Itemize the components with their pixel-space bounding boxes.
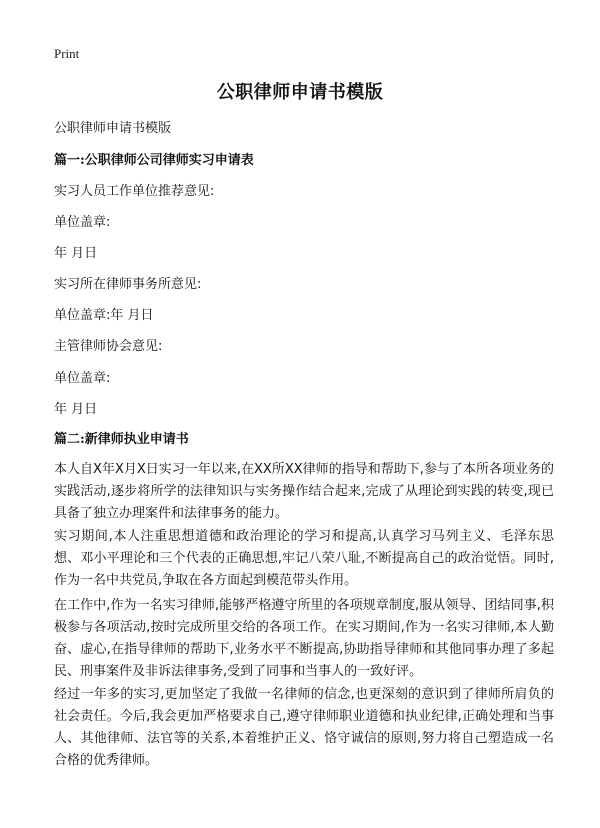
page-title: 公职律师申请书模版 — [216, 82, 384, 103]
form-line: 实习所在律师事务所意见: — [54, 277, 202, 292]
form-line: 实习人员工作单位推荐意见: — [54, 184, 215, 199]
form-line: 年 月日 — [54, 402, 98, 417]
body-paragraph: 经过一年多的实习,更加坚定了我做一名律师的信念,也更深刻的意识到了律师所肩负的社会责任。今后,我会更加严格要求自己,遵守律师职业道德和执业纪律,正确处理和当事人、其他律师、法官等的关系,本着维护正义、恪守诚信的原则,努力将自己塑造成一名合格的优秀律师。 — [54, 687, 554, 768]
form-line: 主管律师协会意见: — [54, 339, 163, 354]
form-line: 单位盖章: — [54, 371, 111, 386]
form-line: 单位盖章: — [54, 215, 111, 230]
form-line: 单位盖章:年 月日 — [54, 308, 154, 323]
body-paragraph: 实习期间,本人注重思想道德和政治理论的学习和提高,认真学习马列主义、毛泽东思想、邓小平理论和三个代表的正确思想,牢记八荣八耻,不断提高自己的政治觉悟。同时,作为一名中共党员,争取在各方面起到模范带头作用。 — [54, 529, 554, 588]
print-link[interactable]: Print — [54, 46, 80, 61]
form-line: 年 月日 — [54, 246, 98, 261]
section-heading-2: 篇二:新律师执业申请书 — [54, 432, 189, 447]
document-subtitle: 公职律师申请书模版 — [54, 121, 172, 136]
body-paragraph: 本人自X年X月X日实习一年以来,在XX所XX律师的指导和帮助下,参与了本所各项业务的实践活动,逐步将所学的法律知识与实务操作结合起来,完成了从理论到实践的转变,现已具备了独立办理案件和法律事务的能力。 — [54, 462, 554, 521]
body-paragraph: 在工作中,作为一名实习律师,能够严格遵守所里的各项规章制度,服从领导、团结同事,积极参与各项活动,按时完成所里交给的各项工作。在实习期间,作为一名实习律师,本人勤奋、虚心,在指导律师的帮助下,业务水平不断提高,协助指导律师和其他同事办理了多起民、刑事案件及非诉法律事务,受到了同事和当事人的一致好评。 — [54, 598, 554, 679]
section-heading-1: 篇一:公职律师公司律师实习申请表 — [54, 153, 254, 168]
